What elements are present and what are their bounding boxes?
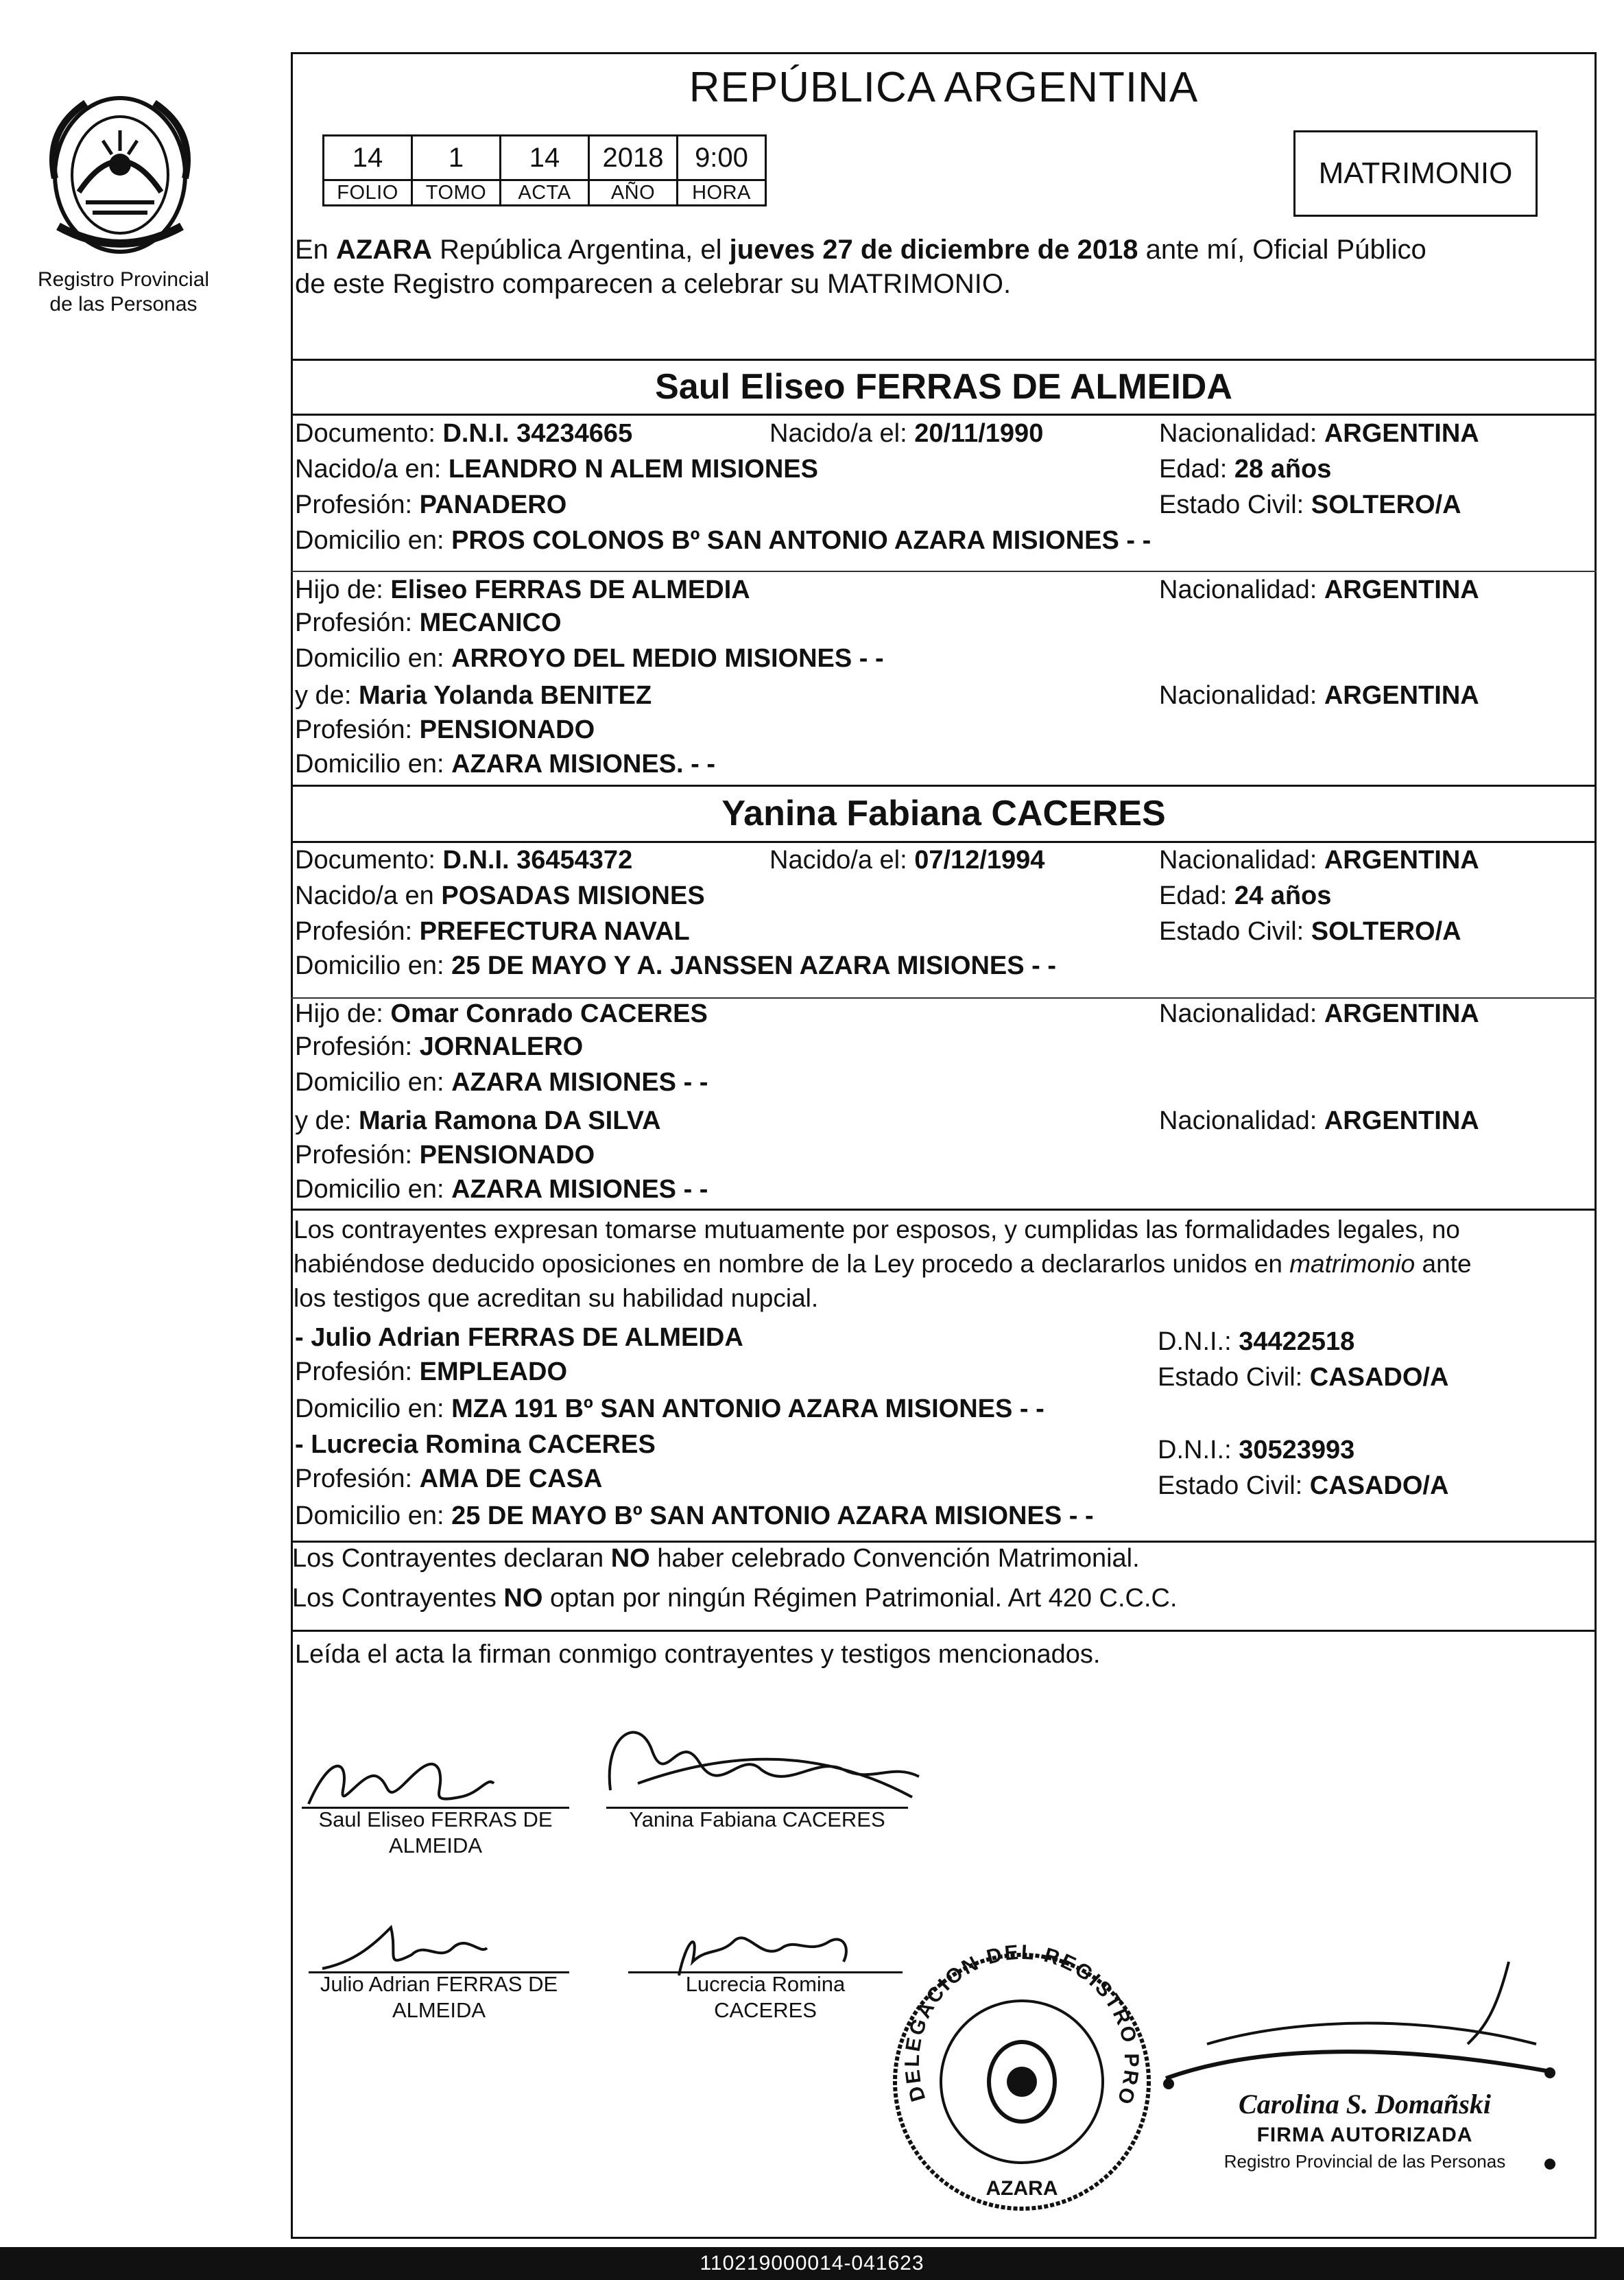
spouse-1-father-nationality: [1159, 575, 1479, 605]
witness-2-address: [295, 1501, 1094, 1531]
field-label: Nacionalidad:: [1159, 575, 1324, 604]
acta-value: 14: [501, 136, 589, 180]
tomo-label: TOMO: [412, 180, 501, 206]
field-value: PREFECTURA NAVAL: [419, 917, 690, 946]
hour-value: 9:00: [678, 136, 766, 180]
declaration-text: ante: [1415, 1250, 1472, 1278]
folio-label: FOLIO: [324, 180, 412, 206]
field-label: Domicilio en:: [295, 951, 452, 980]
spouse-2-name: Yanina Fabiana CACERES: [721, 794, 1166, 833]
spouse-2-father-nationality: [1159, 999, 1479, 1029]
spouse-1-profession: [295, 490, 566, 520]
field-value: ARGENTINA: [1324, 1106, 1479, 1135]
signature-name-line: ALMEIDA: [392, 1998, 486, 2022]
field-value: D.N.I. 34234665: [442, 419, 633, 448]
spouse-2-father: [295, 999, 708, 1029]
signature-name-line: Saul Eliseo FERRAS DE: [318, 1807, 553, 1831]
patrimonial-text: Los Contrayentes: [292, 1584, 504, 1613]
spouse-1-nationality: [1159, 418, 1479, 449]
field-value: Eliseo FERRAS DE ALMEDIA: [390, 575, 750, 604]
signature-label-witness-1: [309, 1971, 569, 2023]
field-value: Omar Conrado CACERES: [390, 999, 708, 1028]
divider: [291, 1209, 1597, 1211]
spouse-2-mother-nationality: [1159, 1106, 1479, 1136]
field-value: 25 DE MAYO Y A. JANSSEN AZARA MISIONES - -: [451, 951, 1057, 980]
field-label: Hijo de:: [295, 999, 391, 1028]
witness-1-address: [295, 1394, 1044, 1424]
field-label: D.N.I.:: [1158, 1436, 1239, 1464]
field-value: AMA DE CASA: [419, 1464, 603, 1493]
field-value: ARGENTINA: [1324, 575, 1479, 604]
field-label: Documento:: [295, 846, 443, 875]
official-name: Carolina S. Domañski: [1239, 2089, 1491, 2119]
spouse-2-age: [1159, 881, 1331, 911]
spouse-1-name: Saul Eliseo FERRAS DE ALMEIDA: [655, 367, 1232, 407]
divider: [291, 1541, 1597, 1543]
acta-label: ACTA: [501, 180, 589, 206]
field-label: Estado Civil:: [1159, 490, 1311, 519]
field-value: SOLTERO/A: [1311, 490, 1461, 519]
spouse-2-nationality: [1159, 845, 1479, 875]
field-value: LEANDRO N ALEM MISIONES: [448, 455, 818, 484]
field-value: Maria Ramona DA SILVA: [358, 1106, 661, 1135]
declaration-text: habiéndose deducido oposiciones en nombre de la Ley procedo a declararlos unidos en: [294, 1250, 1290, 1278]
patrimonial-text: haber celebrado Convención Matrimonial.: [649, 1544, 1140, 1573]
signature-label-spouse-1: [302, 1807, 569, 1859]
intro-date: jueves 27 de diciembre de 2018: [729, 235, 1138, 265]
field-value: PROS COLONOS Bº SAN ANTONIO AZARA MISIONES - -: [451, 526, 1151, 555]
field-value: 24 años: [1234, 881, 1332, 910]
field-value: JORNALERO: [419, 1032, 584, 1061]
spouse-1-mother-nationality: [1159, 680, 1479, 711]
intro-text: En: [295, 235, 337, 265]
closing-statement: Leída el acta la firman conmigo contrayentes y testigos mencionados.: [295, 1640, 1101, 1669]
spouse-1-birthdate: [769, 418, 1043, 449]
field-value: ARGENTINA: [1324, 999, 1479, 1028]
field-value: MZA 191 Bº SAN ANTONIO AZARA MISIONES - -: [451, 1394, 1044, 1423]
witness-2-civil-status: [1158, 1471, 1448, 1501]
field-value: ARGENTINA: [1324, 419, 1479, 448]
field-label: Domicilio en:: [295, 1501, 452, 1530]
intro-line-1: [295, 232, 1584, 268]
registry-name: [27, 268, 219, 317]
registry-logo: [38, 89, 202, 268]
witness-1-civil-status: [1158, 1362, 1448, 1392]
field-value: MECANICO: [419, 608, 562, 637]
patrimonial-emphasis: NO: [503, 1584, 543, 1613]
declaration-paragraph: [294, 1213, 1590, 1316]
field-label: Profesión:: [295, 1141, 420, 1169]
spouse-1-father-address: [295, 643, 884, 674]
patrimonial-emphasis: NO: [610, 1544, 650, 1573]
divider: [291, 785, 1597, 787]
field-value: AZARA MISIONES. - -: [451, 750, 715, 779]
field-label: Profesión:: [295, 490, 420, 519]
field-value: PANADERO: [419, 490, 567, 519]
witness-2-name: [295, 1429, 656, 1460]
country-title: REPÚBLICA ARGENTINA: [689, 64, 1199, 111]
spouse-2-mother: [295, 1106, 661, 1136]
spouse-2-father-address: [295, 1067, 708, 1097]
spouse-2-document: [295, 845, 632, 875]
field-value: 20/11/1990: [914, 419, 1044, 448]
spouse-1-civil-status: [1159, 490, 1461, 520]
spouse-1-father: [295, 575, 750, 605]
field-label: Nacido/a en: [295, 881, 442, 910]
divider: [291, 841, 1597, 843]
field-label: Profesión:: [295, 608, 420, 637]
field-value: AZARA MISIONES - -: [451, 1068, 708, 1097]
signature-name-line: ALMEIDA: [388, 1833, 483, 1857]
field-value: 30523993: [1239, 1436, 1355, 1464]
field-label: Profesión:: [295, 1464, 420, 1493]
declaration-italic: matrimonio: [1289, 1250, 1416, 1278]
field-label: Nacido/a en:: [295, 455, 449, 484]
field-prefix: -: [295, 1323, 311, 1352]
field-value: Julio Adrian FERRAS DE ALMEIDA: [311, 1323, 743, 1352]
field-value: SOLTERO/A: [1311, 917, 1461, 946]
field-label: Documento:: [295, 419, 443, 448]
field-value: D.N.I. 36454372: [442, 846, 633, 875]
field-label: Profesión:: [295, 1032, 420, 1061]
act-type-box: MATRIMONIO: [1293, 130, 1538, 217]
signature-scribble: [597, 1708, 926, 1818]
field-label: y de:: [295, 1106, 359, 1135]
coat-of-arms-icon: [38, 89, 202, 268]
witness-1-name: [295, 1322, 743, 1353]
field-label: Profesión:: [295, 1357, 420, 1386]
field-value: ARGENTINA: [1324, 846, 1479, 875]
field-value: AZARA MISIONES - -: [451, 1175, 708, 1204]
field-value: ARGENTINA: [1324, 681, 1479, 710]
official-signature-scribble: [1125, 1934, 1564, 2222]
field-label: Nacionalidad:: [1159, 846, 1324, 875]
field-label: Nacionalidad:: [1159, 999, 1324, 1028]
tomo-value: 1: [412, 136, 501, 180]
spouse-1-age: [1159, 454, 1331, 484]
field-label: Profesión:: [295, 715, 420, 744]
spouse-2-profession: [295, 916, 690, 947]
patrimonial-text: optan por ningún Régimen Patrimonial. Art 420 C.C.C.: [542, 1584, 1178, 1613]
witness-1-dni: [1158, 1327, 1354, 1357]
divider: [291, 1630, 1597, 1632]
field-label: Nacionalidad:: [1159, 419, 1324, 448]
field-value: EMPLEADO: [419, 1357, 568, 1386]
field-value: PENSIONADO: [419, 715, 595, 744]
spouse-1-mother-address: [295, 749, 715, 779]
witness-1-profession: [295, 1357, 567, 1387]
year-value: 2018: [589, 136, 678, 180]
field-label: Edad:: [1159, 881, 1234, 910]
signature-name-line: Lucrecia Romina: [685, 1972, 846, 1996]
folio-value: 14: [324, 136, 412, 180]
patrimonial-line-1: [292, 1543, 1140, 1574]
intro-line-2: de este Registro comparecen a celebrar su MATRIMONIO.: [295, 269, 1012, 299]
field-label: Profesión:: [295, 917, 420, 946]
signature-name-line: Yanina Fabiana CACERES: [629, 1807, 885, 1831]
registry-name-line2: de las Personas: [49, 293, 198, 316]
field-prefix: -: [295, 1430, 311, 1459]
field-label: Nacido/a el:: [769, 846, 915, 875]
field-value: 07/12/1994: [914, 846, 1045, 875]
field-value: Maria Yolanda BENITEZ: [358, 681, 652, 710]
hour-label: HORA: [678, 180, 766, 206]
spouse-2-father-profession: [295, 1032, 583, 1062]
signature-label-spouse-2: [606, 1807, 908, 1833]
seal-ring-text-path: DELEGACION DEL REGISTRO PROVINCIAL DE LAS PERSONAS: [875, 1916, 1143, 2109]
declaration-line-3: los testigos que acreditan su habilidad nupcial.: [294, 1284, 819, 1312]
intro-place: AZARA: [336, 235, 433, 265]
field-label: Domicilio en:: [295, 750, 452, 779]
document-code-bar: 110219000014-041623: [0, 2247, 1624, 2280]
year-label: AÑO: [589, 180, 678, 206]
spouse-1-birthplace: [295, 454, 818, 484]
divider: [291, 414, 1597, 416]
field-label: Edad:: [1159, 455, 1234, 484]
patrimonial-line-2: [292, 1583, 1178, 1613]
field-label: Domicilio en:: [295, 526, 452, 555]
field-label: Domicilio en:: [295, 1175, 452, 1204]
signature-name-line: Julio Adrian FERRAS DE: [320, 1972, 558, 1996]
intro-text: República Argentina, el: [432, 235, 730, 265]
seal-bottom-text: AZARA: [986, 2177, 1058, 2200]
field-value: CASADO/A: [1309, 1471, 1449, 1500]
spouse-1-father-profession: [295, 608, 562, 638]
field-label: Estado Civil:: [1158, 1471, 1310, 1500]
field-value: 34422518: [1239, 1327, 1355, 1356]
spouse-1-document: [295, 418, 632, 449]
field-value: POSADAS MISIONES: [441, 881, 705, 910]
spouse-2-civil-status: [1159, 916, 1461, 947]
witness-2-dni: [1158, 1435, 1354, 1465]
spouse-2-address: [295, 951, 1056, 981]
patrimonial-text: Los Contrayentes declaran: [292, 1544, 611, 1573]
record-reference-table: [322, 134, 767, 206]
field-label: Domicilio en:: [295, 1068, 452, 1097]
declaration-line-2: [294, 1247, 1590, 1281]
spouse-1-mother: [295, 680, 652, 711]
field-value: PENSIONADO: [419, 1141, 595, 1169]
spouse-2-birthdate: [769, 845, 1044, 875]
field-label: D.N.I.:: [1158, 1327, 1239, 1356]
signature-name-line: CACERES: [714, 1998, 817, 2022]
field-label: Domicilio en:: [295, 1394, 452, 1423]
field-value: CASADO/A: [1309, 1363, 1449, 1392]
divider: [291, 571, 1597, 572]
field-label: Nacionalidad:: [1159, 681, 1324, 710]
official-title: FIRMA AUTORIZADA: [1256, 2124, 1473, 2146]
field-label: Nacido/a el:: [769, 419, 915, 448]
signature-label-witness-2: [628, 1971, 903, 2023]
spouse-1-mother-profession: [295, 715, 595, 745]
field-label: Domicilio en:: [295, 644, 452, 673]
spouse-2-birthplace: [295, 881, 705, 911]
field-value: 25 DE MAYO Bº SAN ANTONIO AZARA MISIONES - -: [451, 1501, 1094, 1530]
witness-2-profession: [295, 1464, 602, 1494]
field-label: y de:: [295, 681, 359, 710]
intro-text: ante mí, Oficial Público: [1138, 235, 1426, 265]
field-label: Nacionalidad:: [1159, 1106, 1324, 1135]
official-org: Registro Provincial de las Personas: [1223, 2151, 1506, 2172]
spouse-2-mother-profession: [295, 1140, 595, 1170]
field-label: Estado Civil:: [1159, 917, 1311, 946]
field-value: 28 años: [1234, 455, 1332, 484]
declaration-line-1: Los contrayentes expresan tomarse mutuamente por esposos, y cumplidas las formalidades legales, no: [294, 1215, 1460, 1244]
spouse-1-address: [295, 525, 1151, 556]
divider: [291, 359, 1597, 361]
field-label: Estado Civil:: [1158, 1363, 1310, 1392]
field-value: ARROYO DEL MEDIO MISIONES - -: [451, 644, 884, 673]
field-value: Lucrecia Romina CACERES: [311, 1430, 656, 1459]
field-label: Hijo de:: [295, 575, 391, 604]
registry-name-line1: Registro Provincial: [37, 268, 210, 291]
spouse-2-mother-address: [295, 1174, 708, 1204]
registry-seal-stamp: [875, 1916, 1159, 2222]
